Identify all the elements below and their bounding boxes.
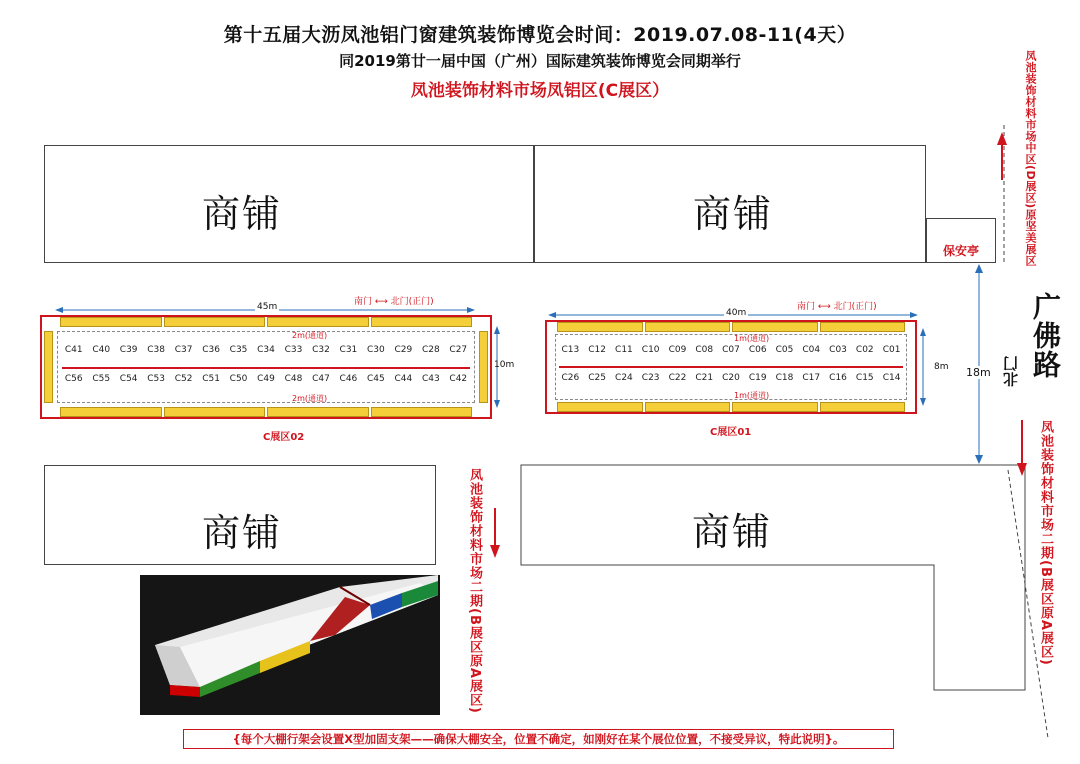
hall02-ad-left: [44, 331, 53, 403]
shop-label: 商铺: [692, 510, 773, 554]
ad-panel: [557, 402, 643, 412]
hall02-north-gate: 北门(正门): [390, 297, 434, 307]
booth[interactable]: C07: [722, 345, 740, 355]
hall01-south-gate: 南门: [797, 302, 816, 312]
tent-rendering-image: [140, 575, 440, 715]
road-width: 18m: [966, 366, 991, 379]
page-title: 第十五届大沥凤池铝门窗建筑装饰博览会时间：2019.07.08-11(4天）: [223, 24, 857, 46]
ad-panel: [267, 317, 369, 327]
booth[interactable]: C41: [64, 345, 83, 355]
booth[interactable]: C02: [855, 345, 874, 355]
ad-panel: [557, 322, 643, 332]
hall02-aisle-bottom: 2m(通道): [292, 394, 328, 403]
booth[interactable]: C30: [367, 345, 385, 355]
tent-3d-illustration: [140, 575, 440, 715]
hall01-label: C展区01: [710, 427, 752, 438]
zone-b-label-center: 凤池装饰材料市场二期(B展区原A展区): [467, 468, 482, 714]
hall01-top-row: [557, 340, 905, 360]
booth[interactable]: C03: [829, 345, 847, 355]
ad-panel: [371, 407, 473, 417]
booth[interactable]: C32: [312, 345, 330, 355]
zone-title: 凤池装饰材料市场凤铝区(C展区）: [410, 81, 670, 101]
booth[interactable]: C42: [449, 374, 468, 384]
booth[interactable]: C33: [284, 345, 303, 355]
hall02-label: C展区02: [263, 432, 305, 443]
ad-panel: [732, 402, 818, 412]
hall01-ads-top: [557, 322, 905, 332]
booth[interactable]: C23: [641, 373, 660, 383]
booth[interactable]: C43: [421, 374, 440, 384]
booth[interactable]: C11: [615, 345, 633, 355]
booth[interactable]: C55: [92, 374, 111, 384]
hall01-north-gate: 北门(正门): [833, 302, 877, 312]
booth[interactable]: C39: [119, 345, 138, 355]
hall02-ads-top: [60, 317, 472, 327]
ad-panel: [820, 322, 906, 332]
booth[interactable]: C47: [312, 374, 330, 384]
ad-panel: [371, 317, 473, 327]
booth[interactable]: C44: [394, 374, 413, 384]
ad-panel: [60, 407, 162, 417]
booth[interactable]: C27: [449, 345, 468, 355]
hall01-bottom-row: [557, 368, 905, 388]
booth[interactable]: C01: [882, 345, 901, 355]
notice-banner: {每个大棚行架会设置X型加固支架——确保大棚安全，位置不确定，如刚好在某个展位位置，不接受异议，特此说明}。: [183, 729, 894, 749]
booth[interactable]: C09: [668, 345, 687, 355]
booth[interactable]: C26: [561, 373, 580, 383]
booth[interactable]: C36: [202, 345, 220, 355]
hall02-top-row: [60, 340, 472, 360]
hall02-south-gate: 南门: [354, 297, 373, 307]
booth[interactable]: C50: [229, 374, 248, 384]
booth[interactable]: C37: [174, 345, 193, 355]
booth[interactable]: C25: [588, 373, 607, 383]
booth[interactable]: C19: [748, 373, 767, 383]
booth[interactable]: C48: [284, 374, 303, 384]
ad-panel: [732, 322, 818, 332]
ad-panel: [820, 402, 906, 412]
booth[interactable]: C13: [561, 345, 580, 355]
booth[interactable]: C10: [641, 345, 660, 355]
shop-label: 商铺: [693, 192, 774, 236]
hall02-width: 10m: [494, 360, 515, 370]
hall01-aisle-top: 1m(通道): [734, 334, 770, 343]
zone-b-label-right: 凤池装饰材料市场二期(B展区原A展区): [1038, 420, 1053, 666]
shop-label: 商铺: [202, 511, 283, 555]
north-gate-label: 北门: [1002, 355, 1020, 387]
road-name: 广佛路: [1029, 292, 1062, 379]
booth[interactable]: C08: [695, 345, 714, 355]
booth[interactable]: C31: [339, 345, 358, 355]
ad-panel: [164, 407, 266, 417]
booth[interactable]: C53: [147, 374, 166, 384]
hall01-aisle-bottom: 1m(通道): [734, 391, 770, 400]
booth[interactable]: C05: [775, 345, 794, 355]
hall01-width-dim: [918, 328, 928, 406]
booth[interactable]: C54: [119, 374, 138, 384]
booth[interactable]: C16: [829, 373, 847, 383]
booth[interactable]: C21: [695, 373, 714, 383]
hall02-aisle-top: 2m(通道): [292, 331, 328, 340]
hall02-bottom-row: [60, 369, 472, 389]
booth[interactable]: C06: [748, 345, 767, 355]
booth[interactable]: C24: [615, 373, 633, 383]
hall01-width: 8m: [934, 362, 949, 372]
hall01-gate-arrow: ⟷: [817, 302, 831, 312]
hall01-length: 40m: [726, 308, 747, 318]
ad-panel: [267, 407, 369, 417]
booth[interactable]: C28: [421, 345, 440, 355]
booth[interactable]: C46: [339, 374, 358, 384]
zone-d-label: 凤池装饰材料市场中区(D展区)原坚美展区: [1024, 50, 1037, 267]
booth[interactable]: C29: [394, 345, 413, 355]
page-subtitle: 同2019第廿一届中国（广州）国际建筑装饰博览会同期举行: [339, 52, 741, 70]
ad-panel: [645, 402, 731, 412]
hall01: [545, 320, 917, 414]
hall01-ads-bottom: [557, 402, 905, 412]
booth[interactable]: C56: [64, 374, 83, 384]
booth[interactable]: C12: [588, 345, 607, 355]
booth[interactable]: C04: [802, 345, 821, 355]
ad-panel: [164, 317, 266, 327]
booth[interactable]: C34: [257, 345, 275, 355]
booth[interactable]: C51: [202, 374, 220, 384]
booth[interactable]: C17: [802, 373, 821, 383]
booth[interactable]: C52: [174, 374, 193, 384]
hall02-gate-arrow: ⟷: [374, 297, 388, 307]
booth[interactable]: C45: [367, 374, 385, 384]
booth[interactable]: C15: [855, 373, 874, 383]
booth[interactable]: C40: [92, 345, 111, 355]
ad-panel: [645, 322, 731, 332]
shop-label: 商铺: [202, 192, 283, 236]
booth[interactable]: C38: [147, 345, 166, 355]
booth[interactable]: C49: [257, 374, 275, 384]
ad-panel: [60, 317, 162, 327]
booth[interactable]: C35: [229, 345, 248, 355]
hall02: [40, 315, 492, 419]
booth[interactable]: C20: [722, 373, 740, 383]
booth[interactable]: C14: [882, 373, 901, 383]
hall02-ads-bottom: [60, 407, 472, 417]
booth[interactable]: C18: [775, 373, 794, 383]
booth[interactable]: C22: [668, 373, 687, 383]
guard-booth-label: 保安亭: [942, 244, 979, 258]
hall02-ad-right: [479, 331, 488, 403]
hall02-length: 45m: [257, 302, 278, 312]
